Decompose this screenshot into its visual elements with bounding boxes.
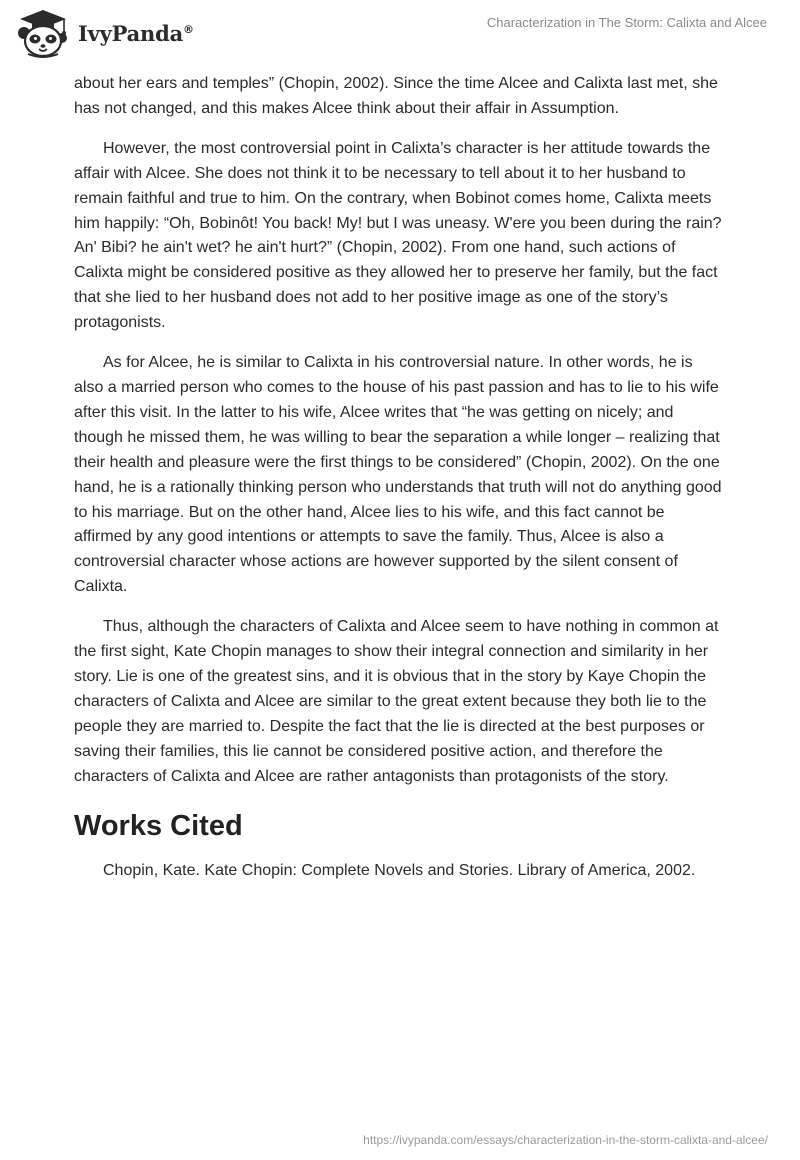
paragraph: about her ears and temples” (Chopin, 2002). Since the time Alcee and Calixta last met, she has not changed, and this makes Alcee think about their affair in Assumption. xyxy=(74,75,718,117)
brand-name: IvyPanda® xyxy=(78,20,194,46)
ivypanda-logo[interactable] xyxy=(14,8,194,58)
essay-body xyxy=(74,72,726,899)
panda-graduate-icon xyxy=(14,8,72,58)
paragraph: Thus, although the characters of Calixta and Alcee seem to have nothing in common at the first sight, Kate Chopin manages to show their integral connection and similarity in her story. Lie is one of the greatest sins, and it is obvious that in the story by Kaye Chopin the characters of Calixta and Alcee are similar to the great extent because they both lie to the people they are married to. Despite the fact that the lie is directed at the best purposes or saving their families, this lie cannot be considered positive action, and therefore the characters of Calixta and Alcee are rather antagonists than protagonists of the story. xyxy=(74,618,719,785)
paragraph: As for Alcee, he is similar to Calixta in his controversial nature. In other words, he is also a married person who comes to the house of his past passion and has to lie to his wife after this visit. In the latter to his wife, Alcee writes that “he was getting on nicely; and though he missed them, he was willing to bear the separation a while longer – realizing that their health and pleasure were the first things to be considered” (Chopin, 2002). On the one hand, he is a rationally thinking person who understands that truth will not do anything good to his marriage. But on the other hand, Alcee lies to his wife, and this fact cannot be affirmed by any good intentions or attempts to save the family. Thus, Alcee is also a controversial character whose actions are however supported by the silent consent of Calixta. xyxy=(74,354,722,596)
works-cited-heading: Works Cited xyxy=(74,810,243,843)
source-url[interactable]: https://ivypanda.com/essays/characterization-in-the-storm-calixta-and-alcee/ xyxy=(363,1133,768,1147)
paragraph: However, the most controversial point in Calixta’s character is her attitude towards the affair with Alcee. She does not think it to be necessary to tell about it to her husband to remain faithful and true to him. On the contrary, when Bobinot comes home, Calixta meets him happily: “Oh, Bobinôt! You back! My! but I was uneasy. W'ere you been during the rain? An' Bibi? he ain't wet? he ain't hurt?” (Chopin, 2002). From one hand, such actions of Calixta might be considered positive as they allowed her to preserve her family, but the fact that she lied to her husband does not add to her positive image as one of the story’s protagonists. xyxy=(74,139,722,332)
page-header xyxy=(0,0,800,70)
citation: Chopin, Kate. Kate Chopin: Complete Novels and Stories. Library of America, 2002. xyxy=(103,862,696,880)
document-title: Characterization in The Storm: Calixta and Alcee xyxy=(486,15,767,30)
